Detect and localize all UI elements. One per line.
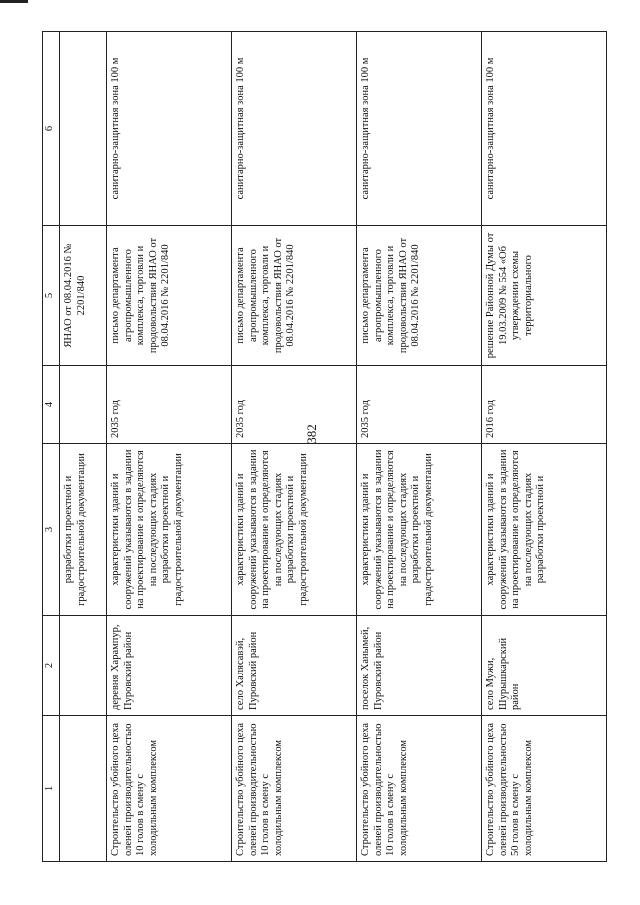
cell-characteristics: характеристики зданий и сооружений указываются в задании на проектирование и определяются на последующих стадиях разработки проектной и градостроительной документации: [357, 444, 482, 616]
cell-object: Строительство убойного цеха оленей производительностью 50 голов в смену с холодильным комплексом: [482, 716, 607, 862]
table-row: [60, 32, 107, 862]
page-number: 382: [304, 424, 319, 444]
table-row: [107, 32, 232, 862]
cell-zone: санитарно-защитная зона 100 м: [107, 32, 232, 226]
cell-zone: санитарно-защитная зона 100 м: [232, 32, 357, 226]
cell-object: Строительство убойного цеха оленей производительностью 10 голов в смену с холодильным комплексом: [107, 716, 232, 862]
cell-location: деревня Харампур, Пуровский район: [107, 616, 232, 716]
cell-location: [60, 616, 107, 716]
cell-basis: решение Районной Думы от 19.03.2009 № 554 «Об утверждении схемы территориального: [482, 226, 607, 366]
column-header: 4: [43, 366, 60, 444]
page-corner-mark: [0, 0, 28, 3]
cell-zone: [60, 32, 107, 226]
cell-zone: санитарно-защитная зона 100 м: [357, 32, 482, 226]
column-header: 2: [43, 616, 60, 716]
cell-characteristics: характеристики зданий и сооружений указываются в задании на проектирование и определяются на последующих стадиях разработки проектной и: [482, 444, 607, 616]
cell-location: поселок Ханымей, Пуровский район: [357, 616, 482, 716]
table-row: [232, 32, 357, 862]
rotated-table-wrapper: [42, 32, 602, 862]
cell-object: [60, 716, 107, 862]
column-header: 6: [43, 32, 60, 226]
cell-characteristics: характеристики зданий и сооружений указываются в задании на проектирование и определяются на последующих стадиях разработки проектной и градостроительной документации: [107, 444, 232, 616]
column-header: 3: [43, 444, 60, 616]
table-row: [482, 32, 607, 862]
cell-year: 2035 год: [357, 366, 482, 444]
column-header: 5: [43, 226, 60, 366]
facilities-table: [42, 31, 607, 862]
cell-year: 2016 год: [482, 366, 607, 444]
cell-characteristics: характеристики зданий и сооружений указываются в задании на проектирование и определяются на последующих стадиях разработки проектной и градостроительной документации: [232, 444, 357, 616]
cell-year: 2035 год: [232, 366, 357, 444]
cell-year: [60, 366, 107, 444]
cell-year: 2035 год: [107, 366, 232, 444]
column-header: 1: [43, 716, 60, 862]
cell-location: село Халясавэй, Пуровский район: [232, 616, 357, 716]
cell-basis: письмо департамента агропромышленного комплекса, торговли и продовольствия ЯНАО от 08.04.2016 № 2201/840: [232, 226, 357, 366]
cell-basis: ЯНАО от 08.04.2016 № 2201/840: [60, 226, 107, 366]
cell-characteristics: разработки проектной и градостроительной документации: [60, 444, 107, 616]
cell-basis: письмо департамента агропромышленного комплекса, торговли и продовольствия ЯНАО от 08.04.2016 № 2201/840: [357, 226, 482, 366]
cell-object: Строительство убойного цеха оленей производительностью 10 голов в смену с холодильным комплексом: [232, 716, 357, 862]
cell-location: село Мужи, Шурышкарский район: [482, 616, 607, 716]
cell-object: Строительство убойного цеха оленей производительностью 10 голов в смену с холодильным комплексом: [357, 716, 482, 862]
table-row: [357, 32, 482, 862]
table-header-row: [43, 32, 60, 862]
cell-basis: письмо департамента агропромышленного комплекса, торговли и продовольствия ЯНАО от 08.04.2016 № 2201/840: [107, 226, 232, 366]
cell-zone: санитарно-защитная зона 100 м: [482, 32, 607, 226]
